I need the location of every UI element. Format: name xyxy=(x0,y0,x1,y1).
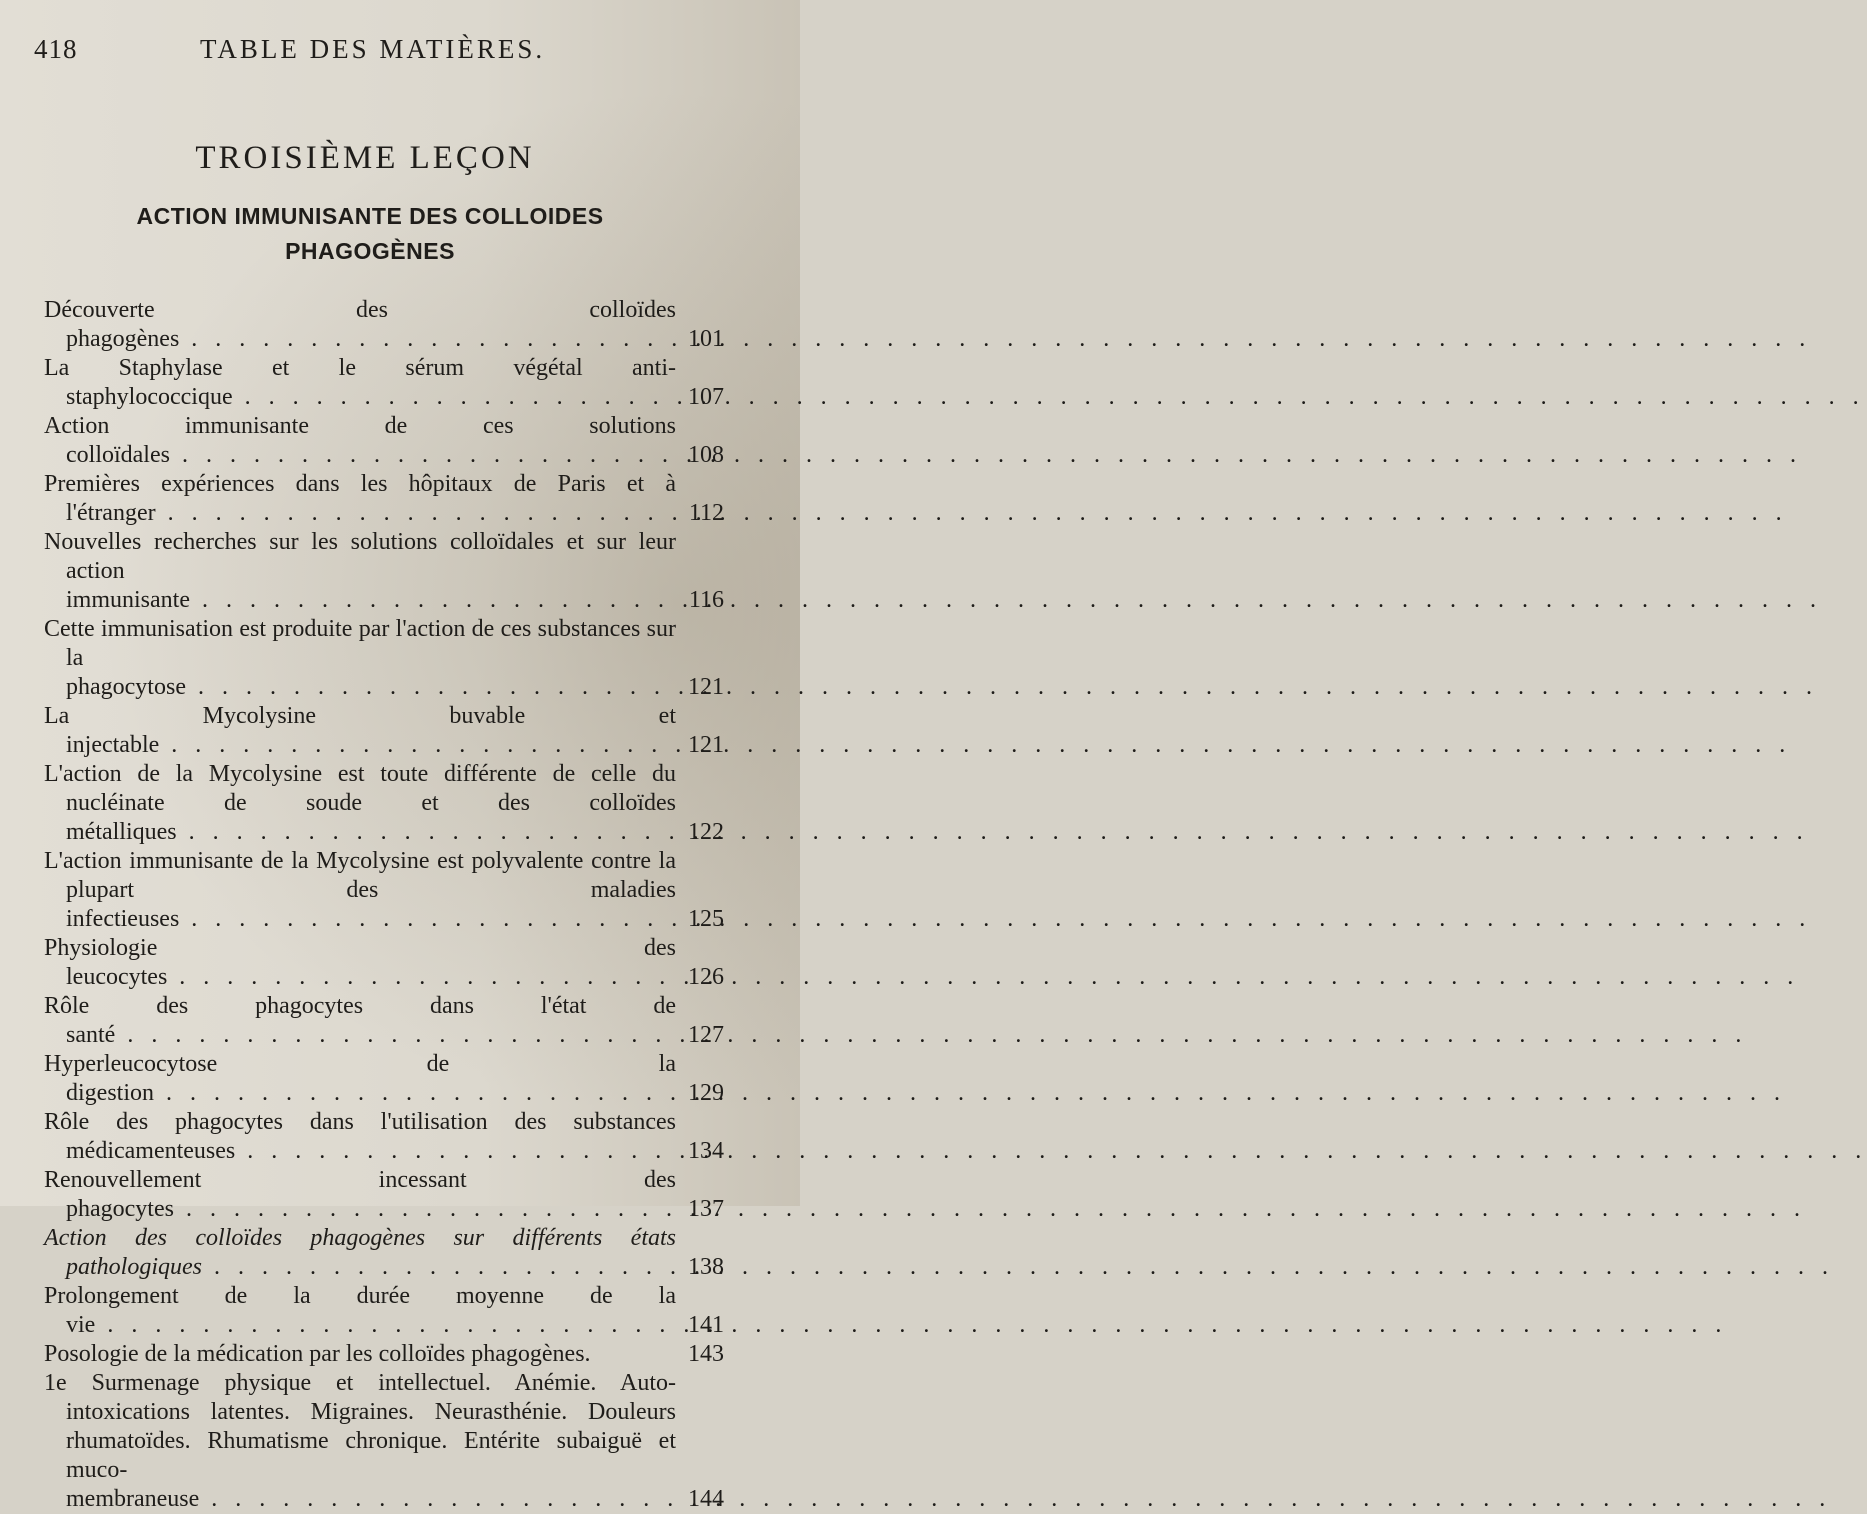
toc-entry-page: 138 xyxy=(688,1254,724,1280)
toc-entry-text: Action des colloïdes phagogènes sur différents états pathologiques . . . xyxy=(44,1225,1834,1280)
toc-entry-text: Hyperleucocytose de la digestion . . . xyxy=(44,1051,1786,1106)
toc-entry-text: Rôle des phagocytes dans l'état de santé . . . xyxy=(44,993,1747,1048)
toc-entry-page: 144 xyxy=(688,1486,724,1512)
toc-entry-text: La Mycolysine buvable et injectable . . . xyxy=(44,703,1791,758)
toc-entry-text: La Staphylase et le sérum végétal anti-staphylococcique . . . xyxy=(44,355,1865,410)
page-number: 418 xyxy=(34,34,78,64)
toc-entry-text: Découverte des colloïdes phagogènes . . . xyxy=(44,297,1811,352)
toc-entry-page: 137 xyxy=(688,1196,724,1222)
toc-entry xyxy=(44,1224,724,1282)
toc-entry-text: Prolongement de la durée moyenne de la vie . . . xyxy=(44,1283,1727,1338)
toc-entry-page: 112 xyxy=(688,500,724,526)
toc-entry-page: 127 xyxy=(688,1022,724,1048)
toc-entry xyxy=(44,1166,724,1224)
toc-entry-text: Cette immunisation est produite par l'action de ces substances sur la phagocytose . . . xyxy=(44,616,1818,700)
toc-entry xyxy=(44,528,724,615)
toc-entry-page: 121 xyxy=(688,674,724,700)
toc-entry xyxy=(44,1282,724,1340)
toc-entry xyxy=(44,1340,724,1369)
toc-entry-text: Nouvelles recherches sur les solutions colloïdales et sur leur action immunisante . . . xyxy=(44,529,1822,613)
toc-entry-text: L'action immunisante de la Mycolysine est polyvalente contre la plupart des maladies infectieuses . . . xyxy=(44,848,1811,932)
toc-entry-text: Renouvellement incessant des phagocytes . . . xyxy=(44,1167,1806,1222)
toc-entry xyxy=(44,1050,724,1108)
toc-entry xyxy=(44,412,724,470)
toc-entry xyxy=(44,847,724,934)
toc-entry-page: 125 xyxy=(688,906,724,932)
section-title-line1: ACTION IMMUNISANTE DES COLLOIDES xyxy=(136,203,604,229)
toc-entry xyxy=(44,760,724,847)
section-title xyxy=(0,199,740,269)
toc-entry-page: 107 xyxy=(688,384,724,410)
table-of-contents xyxy=(44,296,724,1514)
toc-entry xyxy=(44,354,724,412)
toc-entry-page: 141 xyxy=(688,1312,724,1338)
toc-entry xyxy=(44,296,724,354)
toc-entry xyxy=(44,615,724,702)
toc-entry-page: 116 xyxy=(688,587,724,613)
toc-entry-text: Posologie de la médication par les colloïdes phagogènes. xyxy=(44,1341,591,1367)
toc-entry-page: 101 xyxy=(688,326,724,352)
toc-entry-page: 129 xyxy=(688,1080,724,1106)
toc-entry-text: Physiologie des leucocytes . . . xyxy=(44,935,1799,990)
toc-entry xyxy=(44,1369,724,1514)
toc-entry-page: 126 xyxy=(688,964,724,990)
book-page xyxy=(0,0,800,1512)
toc-entry-text: Rôle des phagocytes dans l'utilisation des substances médicamenteuses . . . xyxy=(44,1109,1867,1164)
toc-entry-text: L'action de la Mycolysine est toute différente de celle du nucléinate de soude et des colloïdes métalliques . . . xyxy=(44,761,1809,845)
toc-entry-text: Premières expériences dans les hôpitaux de Paris et à l'étranger . . . xyxy=(44,471,1788,526)
page-header xyxy=(0,32,800,72)
toc-entry-page: 108 xyxy=(688,442,724,468)
toc-entry xyxy=(44,992,724,1050)
toc-entry xyxy=(44,934,724,992)
toc-entry-text: 1e Surmenage physique et intellectuel. Anémie. Auto-intoxications latentes. Migraines. Neurasthénie. Douleurs rhumatoïdes. Rhumatisme chronique. Entérite subaiguë et muco-membraneuse . . . xyxy=(44,1370,1831,1512)
toc-entry xyxy=(44,702,724,760)
lesson-title: TROISIÈME LEÇON xyxy=(195,140,535,176)
toc-entry-page: 134 xyxy=(688,1138,724,1164)
toc-entry xyxy=(44,1108,724,1166)
toc-entry-page: 121 xyxy=(688,732,724,758)
section-title-line2: PHAGOGÈNES xyxy=(285,238,455,264)
toc-entry-page: 143 xyxy=(688,1341,724,1367)
running-title: TABLE DES MATIÈRES. xyxy=(200,34,546,64)
toc-entry-page: 122 xyxy=(688,819,724,845)
toc-entry-text: Action immunisante de ces solutions colloïdales . . . xyxy=(44,413,1802,468)
toc-entry xyxy=(44,470,724,528)
